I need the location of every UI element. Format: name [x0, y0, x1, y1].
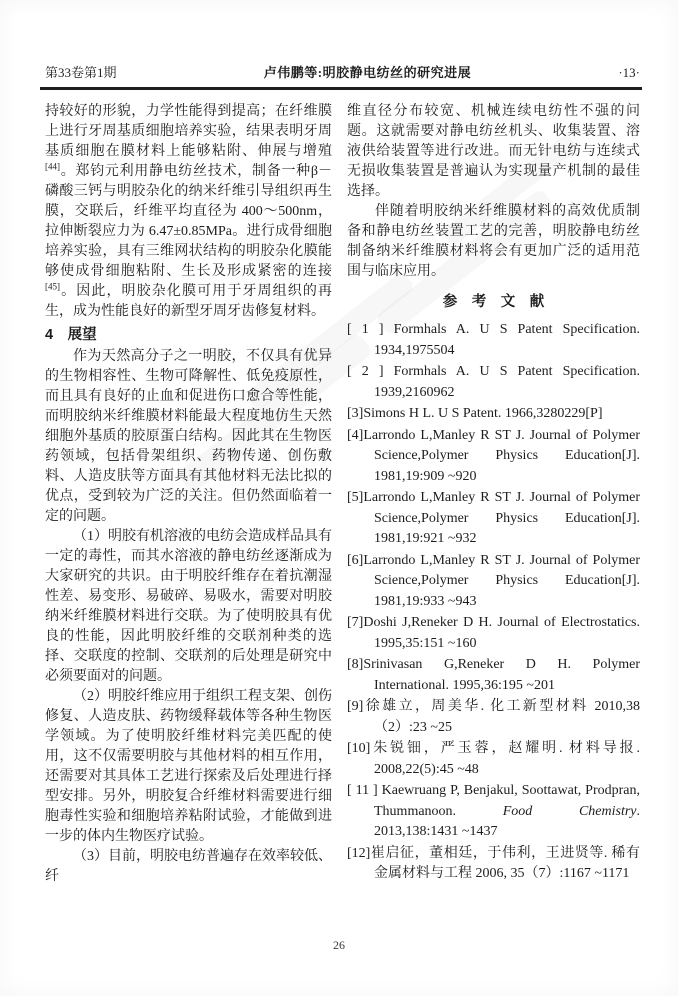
reference-item [347, 613, 640, 654]
text-run: 维直径分布较宽、机械连续电纺性不强的问题。这就需要对静电纺丝机头、收集装置、溶液供给装置等进行改进。而无针电纺与连续式无损收集装置是普遍认为实现量产机制的最佳选择。 [347, 104, 640, 199]
text-run: 伴随着明胶纳米纤维膜材料的高效优质制备和静电纺丝装置工艺的完善，明胶静电纺丝制备纳米纤维膜材料将会有更加广泛的适用范围与临床应用。 [347, 204, 640, 279]
text-run: （3）目前，明胶电纺普遍存在效率较低、纤 [45, 849, 332, 884]
text-run: 崔启征，董相廷，于伟利，王进贤等. 稀有金属材料与工程 2006, 35（7）:1167 ~1171 [370, 845, 640, 881]
text-run: （2）明胶纤维应用于组织工程支架、创伤修复、人造皮肤、药物缓释载体等各种生物医学领域。为了使明胶纤维材料完美匹配的使用，这不仅需要明胶与其他材料的相互作用，还需要对其具体工艺进行探索及后处理进行择型安排。另外，明胶复合纤维材料需要进行细胞毒性实验和细胞培养粘附试验，才能做到进一步的体内生物医疗试验。 [45, 689, 332, 844]
reference-label: [3] [347, 406, 364, 421]
reference-item [347, 362, 640, 403]
reference-item [347, 739, 640, 780]
reference-label: [ 2 ] [347, 364, 394, 379]
text-run: 。郑钧元利用静电纺丝技术，制备一种β－磷酸三钙与明胶杂化的纳米纤维引导组织再生膜，交联后，纤维平均直径为 400～500nm，拉伸断裂应力为 6.47±0.85MPa。进行成骨细胞培养实验，具有三维网状结构的明胶杂化膜能够使成骨细胞粘附、生长及形成紧密的连接 [45, 164, 332, 279]
text-run: 。因此，明胶杂化膜可用于牙周组织的再生，成为性能良好的新型牙周牙齿修复材料。 [45, 284, 332, 319]
page-footer [0, 938, 678, 953]
reference-item [347, 426, 640, 488]
text-run: 徐雄立，周美华. 化工新型材料 2010,38（2）:23 ~25 [363, 699, 640, 735]
reference-item [347, 697, 640, 738]
text-run: 作为天然高分子之一明胶，不仅具有优异的生物相容性、生物可降解性、低免疫原性，而且具有良好的止血和促进伤口愈合等性能，而明胶纳米纤维膜材料能最大程度地仿生天然细胞外基质的胶原蛋白结构。因此其在生物医药领域，包括骨架组织、药物传递、创伤敷料、人造皮肤等方面具有其他材料无法比拟的优点，受到较为广泛的关注。但仍然面临着一定的问题。 [45, 349, 332, 524]
reference-item [347, 551, 640, 613]
reference-label: [6] [347, 552, 364, 568]
right-column [347, 102, 640, 887]
text-run: Simons H L. U S Patent. 1966,3280229[P] [363, 406, 603, 421]
body-paragraph [45, 347, 332, 527]
body-paragraph [347, 202, 640, 282]
text-run: Formhals A. U S Patent Specification. 1934,1975504 [374, 322, 641, 358]
reference-item [347, 655, 640, 696]
reference-label: [7] [347, 615, 364, 630]
text-run: 持较好的形貌，力学性能得到提高；在纤维膜上进行牙周基质细胞培养实验，结果表明牙周基质细胞在膜材料上能够粘附、伸展与增殖 [45, 104, 332, 159]
reference-label: [12] [347, 845, 371, 861]
references-list [347, 320, 640, 885]
reference-item [347, 404, 640, 425]
reference-label: [4] [347, 427, 364, 443]
text-run: （1）明胶有机溶液的电纺会造成样品具有一定的毒性，而其水溶液的静电纺丝逐渐成为大家研究的共识。由于明胶纤维存在着抗潮湿性差、易变形、易破碎、易吸水，需要对明胶纳米纤维膜材料进行交联。为了使明胶具有优良的性能，因此明胶纤维的交联剂种类的选择、交联度的控制、交联剂的后处理是研究中必须要面对的问题。 [45, 529, 332, 684]
references-heading: 参 考 文 献 [442, 294, 545, 310]
body-paragraph [45, 527, 332, 687]
italic-journal-name: Food Chemistry [502, 803, 637, 819]
reference-label: [10] [347, 741, 371, 756]
text-run: Larrondo L,Manley R ST J. Journal of Polymer Science,Polymer Physics Education[J]. 1981,19:909 ~920 [363, 427, 640, 484]
reference-label: [8] [347, 657, 364, 672]
reference-item [347, 320, 640, 361]
reference-label: [ 11 ] [347, 783, 382, 798]
reference-label: [5] [347, 490, 364, 505]
section-heading: 4 展望 [45, 327, 97, 343]
reference-label: [ 1 ] [347, 322, 394, 337]
text-run: Formhals A. U S Patent Specification. 1939,2160962 [374, 364, 641, 400]
text-run: Larrondo L,Manley R ST J. Journal of Polymer Science,Polymer Physics Education[J]. 1981,19:921 ~932 [363, 490, 640, 546]
body-paragraph [45, 687, 332, 847]
reference-item [347, 844, 640, 885]
header-volume-issue: 第33卷第1期 [45, 65, 117, 80]
text-run: . 2013,138:1431 ~1437 [374, 803, 640, 839]
body-paragraph [347, 102, 640, 202]
text-run: 朱锐钿，严玉蓉，赵耀明. 材料导报. 2008,22(5):45 ~48 [370, 741, 640, 777]
citation-superscript: [44] [45, 161, 60, 172]
header-running-title: 卢伟鹏等:明胶静电纺丝的研究进展 [263, 65, 472, 80]
footer-page-number: 26 [333, 938, 345, 952]
header-page-number: ·13· [618, 65, 640, 80]
citation-superscript: [45] [45, 281, 60, 292]
text-run: Kaewruang P, Benjakul, Soottawat, Prodpran, Thummanoon. [374, 783, 640, 819]
text-run: Srinivasan G,Reneker D H. Polymer International. 1995,36:195 ~201 [363, 657, 640, 693]
header-rule [40, 87, 642, 90]
reference-item [347, 781, 640, 843]
reference-label: [9] [347, 699, 364, 714]
text-run: Larrondo L,Manley R ST J. Journal of Polymer Science,Polymer Physics Education[J]. 1981,19:933 ~943 [363, 552, 640, 609]
text-run: Doshi J,Reneker D H. Journal of Electrostatics. 1995,35:151 ~160 [363, 615, 640, 651]
body-paragraph [45, 102, 332, 322]
reference-item [347, 488, 640, 550]
page-header [45, 62, 640, 81]
body-columns [45, 102, 640, 887]
left-column [45, 102, 332, 887]
body-paragraph [45, 847, 332, 887]
